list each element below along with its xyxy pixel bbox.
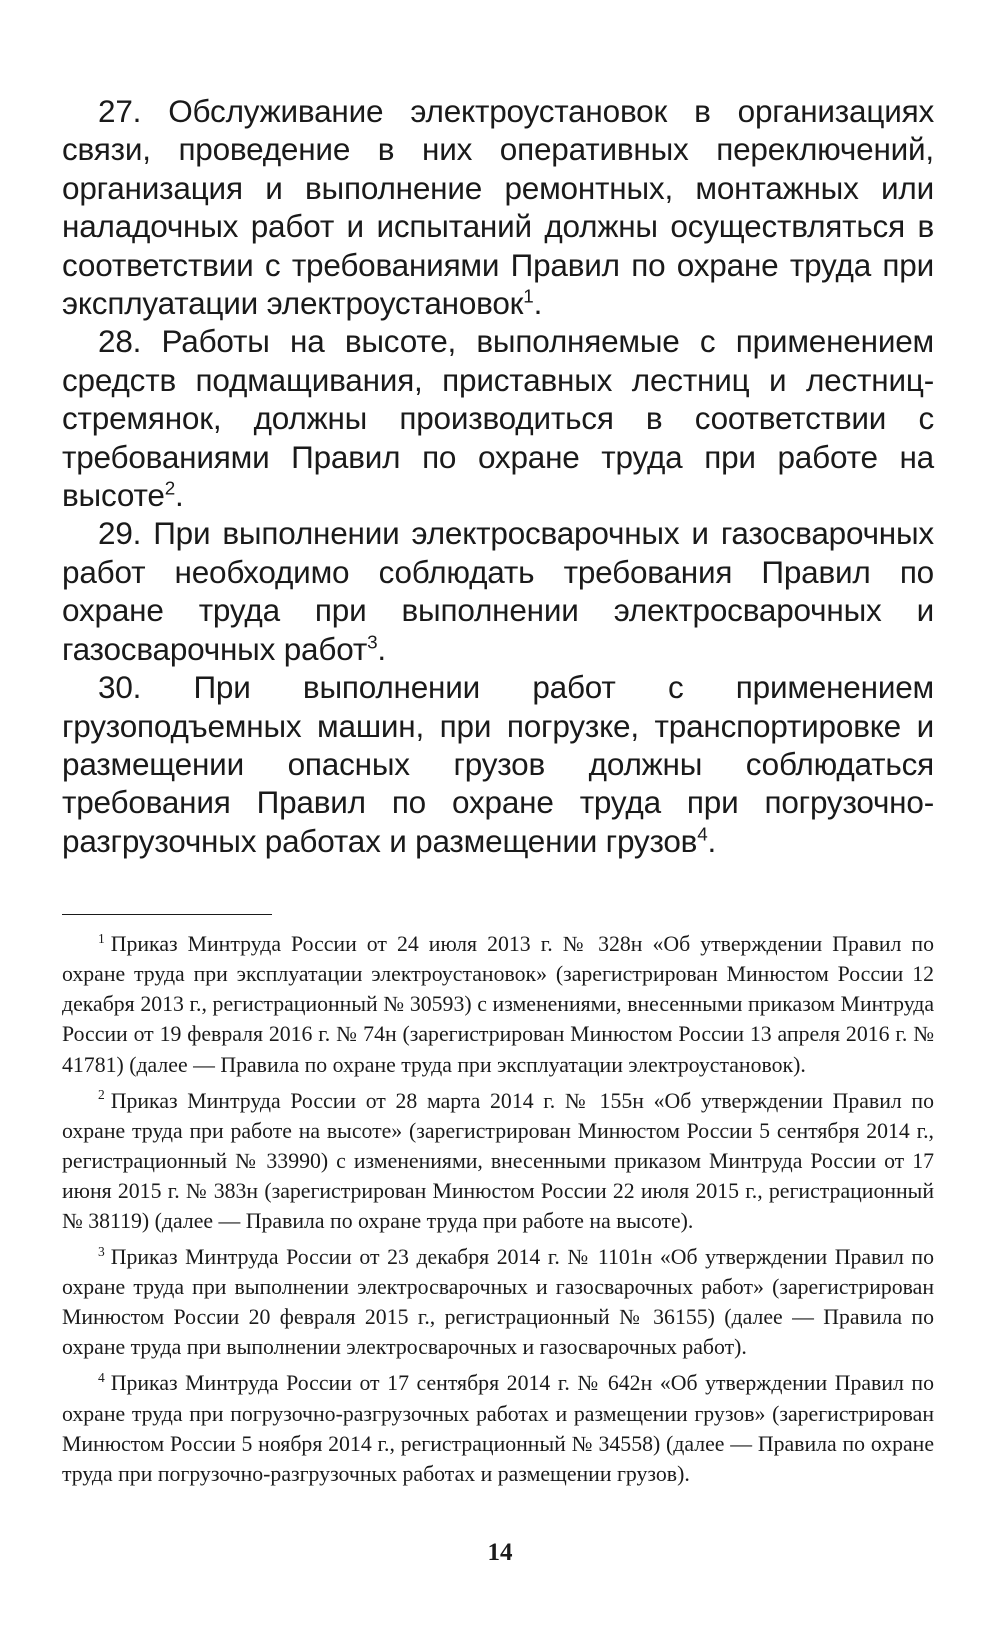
footnote-divider [62, 914, 272, 915]
footnote-ref: 3 [367, 632, 378, 654]
main-text [62, 92, 934, 860]
paragraph-end: . [175, 477, 184, 514]
paragraph-text: 28. Работы на высоте, выполняемые с применением средств подмащивания, приставных лестниц и лестниц-стремянок, должны производиться в соответствии с требованиями Правил по охране труда при работе на высоте [62, 323, 934, 514]
footnote-2 [62, 1086, 934, 1236]
paragraph-end: . [707, 822, 717, 859]
footnote-ref: 4 [697, 824, 708, 846]
footnote-ref: 1 [523, 286, 534, 308]
footnote-text: Приказ Минтруда России от 24 июля 2013 г. № 328н «Об утверждении Правил по охране труда при эксплуатации электроустановок» (зарегистрирован Минюстом России 12 декабря 2013 г., регистрационный № 30593) с изменениями, внесенными приказом Минтруда России от 19 февраля 2016 г. № 74н (зарегистрирован Минюстом России 13 апреля 2016 г. № 41781) (далее — Правила по охране труда при эксплуатации электроустановок). [62, 932, 934, 1077]
footnote-text: Приказ Минтруда России от 28 марта 2014 г. № 155н «Об утверждении Правил по охране труда при работе на высоте» (зарегистрирован Минюстом России 5 сентября 2014 г., регистрационный № 33990) с изменениями, внесенными приказом Минтруда России от 17 июня 2015 г. № 383н (зарегистрирован Минюстом России 22 июля 2015 г., регистрационный № 38119) (далее — Правила по охране труда при работе на высоте). [62, 1088, 934, 1233]
paragraph-27 [62, 92, 934, 322]
page-body [62, 92, 934, 1489]
footnote-text: Приказ Минтруда России от 17 сентября 2014 г. № 642н «Об утверждении Правил по охране труда при погрузочно-разгрузочных работах и размещении грузов» (зарегистрирован Минюстом России 5 ноября 2014 г., регистрационный № 34558) (далее — Правила по охране труда при погрузочно-разгрузочных работах и размещении грузов). [62, 1371, 934, 1486]
footnote-3 [62, 1242, 934, 1362]
footnote-text: Приказ Минтруда России от 23 декабря 2014 г. № 1101н «Об утверждении Правил по охране труда при выполнении электросварочных и газосварочных работ» (зарегистрирован Минюстом России 20 февраля 2015 г., регистрационный № 36155) (далее — Правила по охране труда при выполнении электросварочных и газосварочных работ). [62, 1245, 934, 1360]
footnote-4 [62, 1368, 934, 1488]
paragraph-text: 30. При выполнении работ с применением грузоподъемных машин, при погрузке, транспортировке и размещении опасных грузов должны соблюдаться требования Правил по охране труда при погрузочно-разгрузочных работах и размещении грузов [62, 669, 934, 859]
footnote-mark: 4 [98, 1370, 105, 1386]
footnote-mark: 3 [98, 1243, 105, 1259]
paragraph-28 [62, 322, 934, 514]
paragraph-end: . [377, 630, 386, 667]
paragraph-30 [62, 668, 934, 860]
paragraph-text: 29. При выполнении электросварочных и газосварочных работ необходимо соблюдать требования Правил по охране труда при выполнении электросварочных и газосварочных работ [62, 515, 934, 667]
paragraph-end: . [533, 285, 543, 322]
page-number: 14 [487, 1539, 513, 1566]
footnote-mark: 1 [98, 930, 105, 946]
paragraph-29 [62, 514, 934, 668]
footnote-ref: 2 [164, 478, 176, 500]
footnote-mark: 2 [98, 1087, 105, 1103]
footnote-1 [62, 929, 934, 1079]
paragraph-text: 27. Обслуживание электроустановок в организациях связи, проведение в них оперативных переключений, организация и выполнение ремонтных, монтажных или наладочных работ и испытаний должны осуществляться в соответствии с требованиями Правил по охране труда при эксплуатации электроустановок [62, 93, 934, 322]
footnotes [62, 929, 934, 1489]
